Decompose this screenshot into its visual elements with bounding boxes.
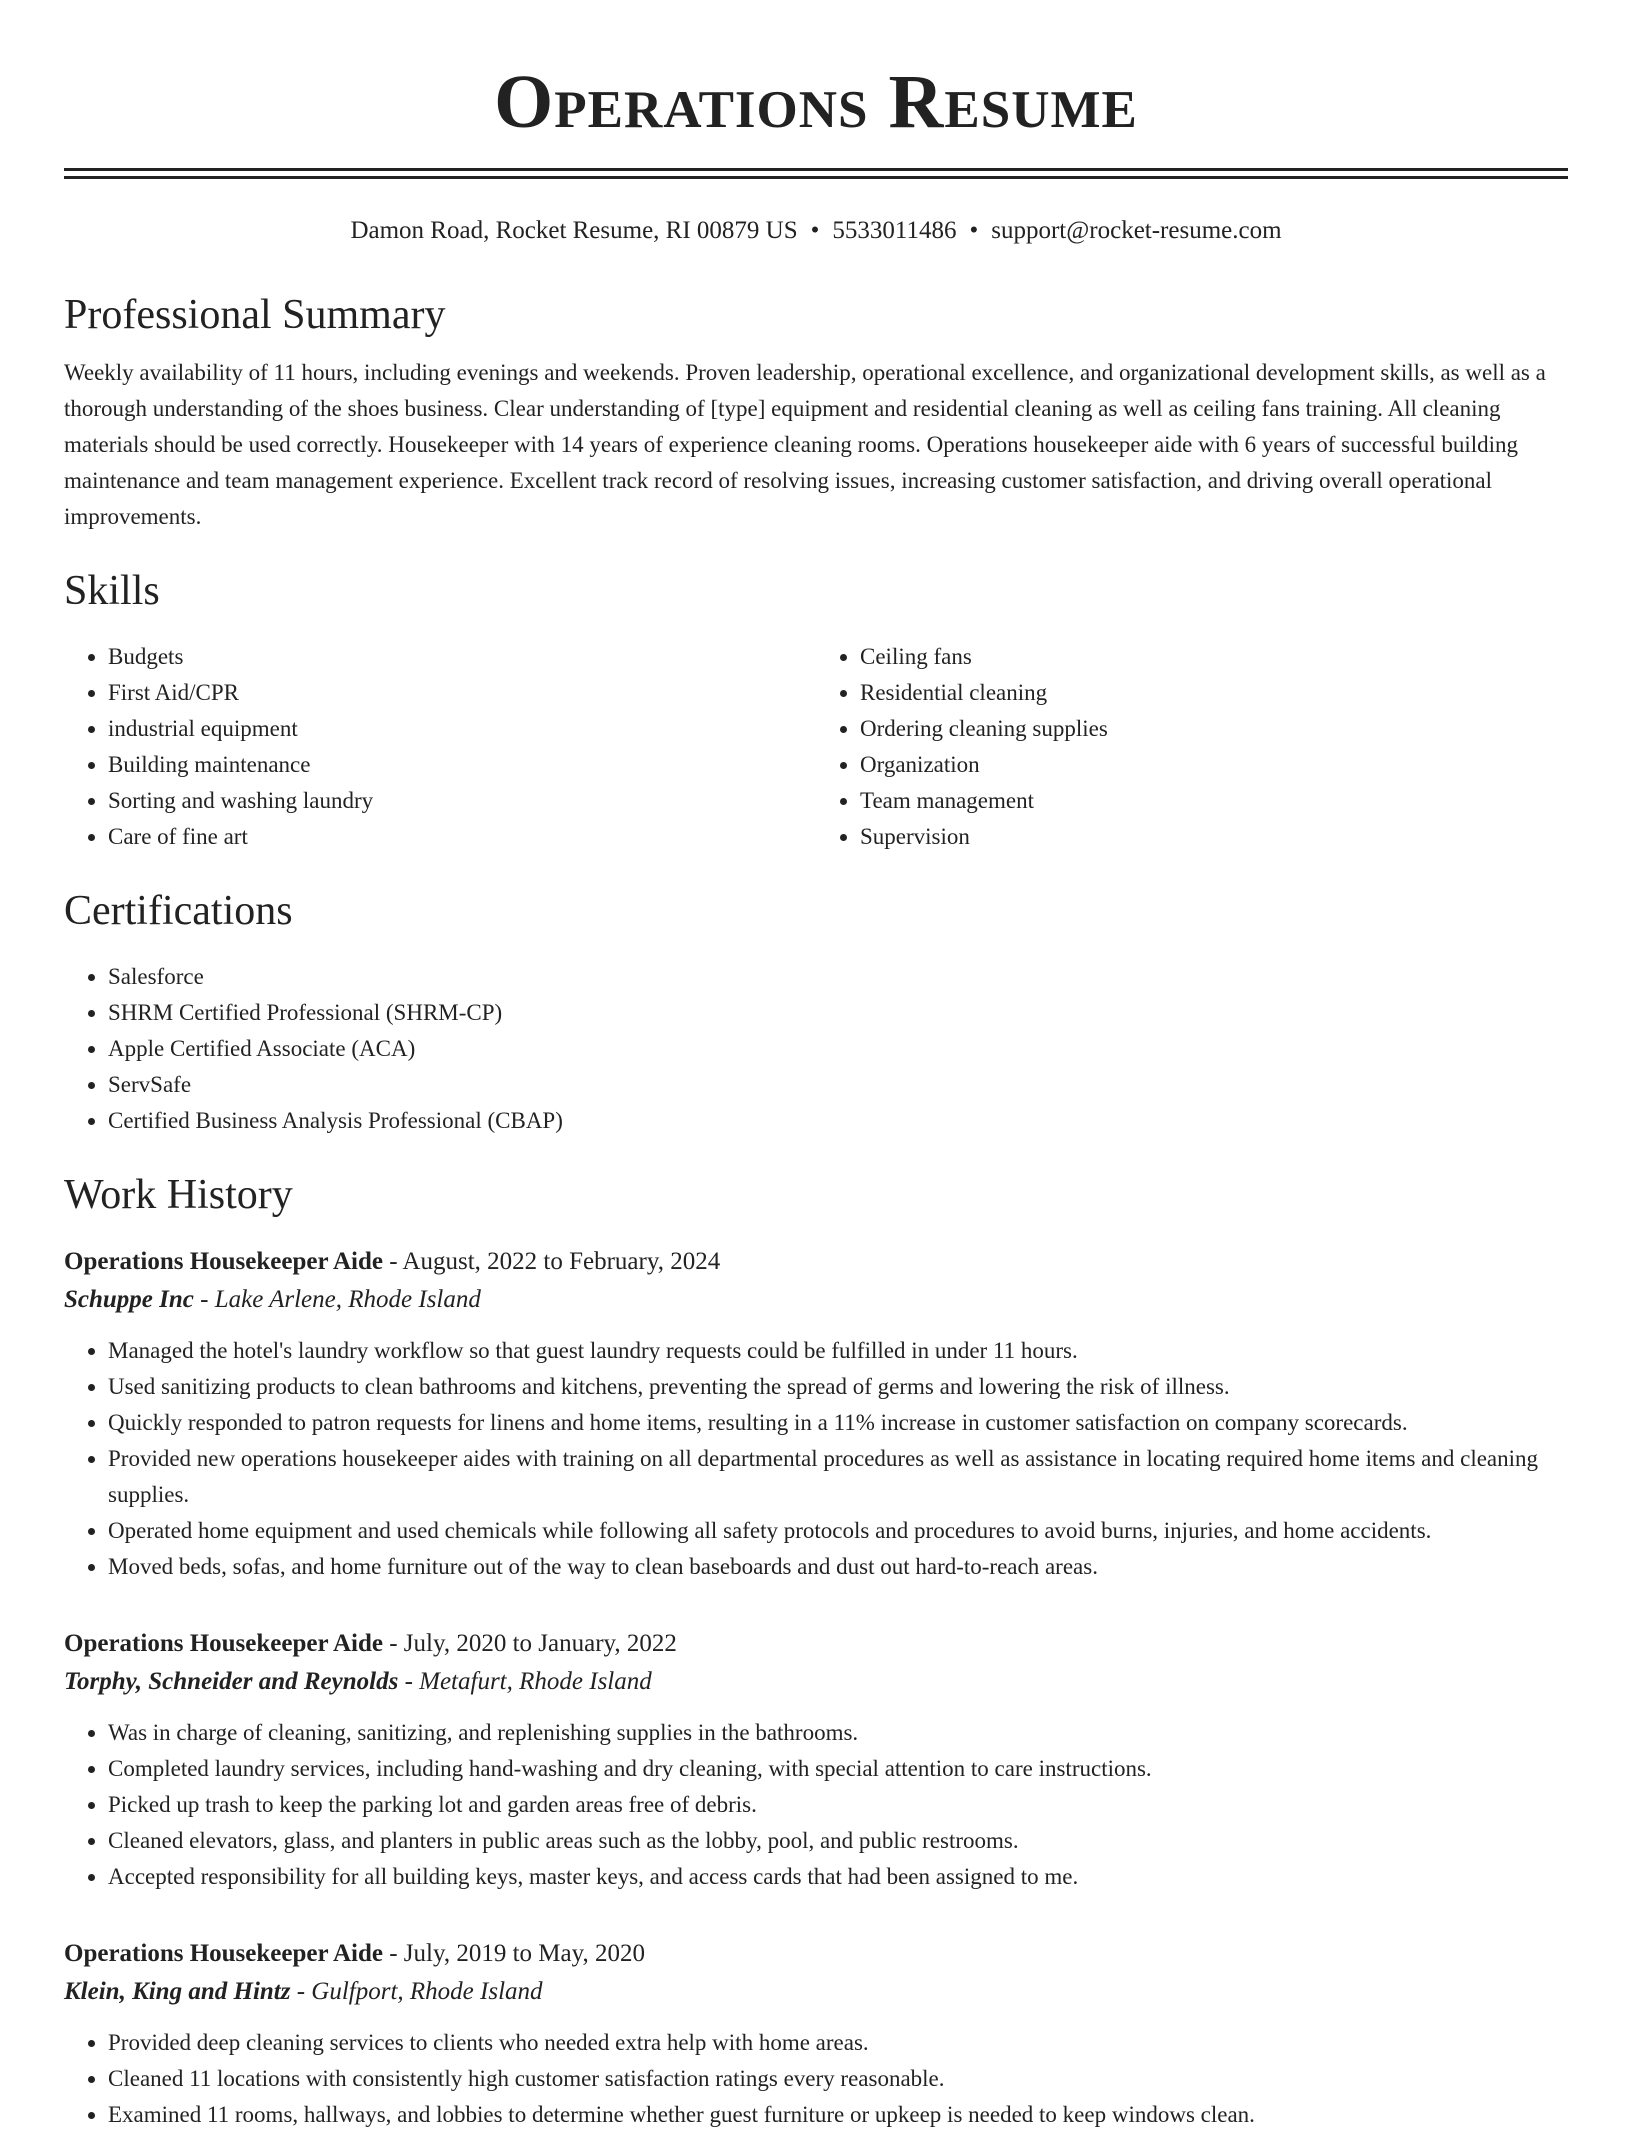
contact-separator: • bbox=[969, 217, 979, 244]
certification-item: • Salesforce bbox=[108, 959, 1568, 995]
skill-item: • Budgets bbox=[108, 639, 816, 675]
job-entry bbox=[64, 1935, 1568, 2133]
contact-separator: • bbox=[810, 217, 820, 244]
summary-heading: Professional Summary bbox=[64, 292, 446, 338]
job-bullet: • Provided new operations housekeeper aides with training on all departmental procedures as well as assistance in locating required home items and cleaning supplies. bbox=[108, 1441, 1568, 1513]
job-entry bbox=[64, 1625, 1568, 1895]
company-location: - Lake Arlene, Rhode Island bbox=[193, 1286, 481, 1313]
skill-item: • Residential cleaning bbox=[860, 675, 1568, 711]
skills-columns bbox=[64, 639, 1568, 855]
job-title-line bbox=[64, 1935, 1568, 1973]
job-dates: - July, 2020 to January, 2022 bbox=[382, 1630, 677, 1657]
job-title-line bbox=[64, 1625, 1568, 1663]
certification-item: • ServSafe bbox=[108, 1067, 1568, 1103]
job-bullets bbox=[64, 1715, 1568, 1895]
job-bullet: • Operated home equipment and used chemicals while following all safety protocols and procedures to avoid burns, injuries, and home accidents. bbox=[108, 1513, 1568, 1549]
certification-item: • Apple Certified Associate (ACA) bbox=[108, 1031, 1568, 1067]
certification-item: • SHRM Certified Professional (SHRM-CP) bbox=[108, 995, 1568, 1031]
title-double-rule bbox=[64, 168, 1568, 179]
job-bullet: • Picked up trash to keep the parking lot and garden areas free of debris. bbox=[108, 1787, 1568, 1823]
contact-line bbox=[64, 215, 1568, 247]
skills-heading: Skills bbox=[64, 568, 160, 614]
skill-item: • Team management bbox=[860, 783, 1568, 819]
skill-item: • Sorting and washing laundry bbox=[108, 783, 816, 819]
certifications-heading: Certifications bbox=[64, 888, 293, 934]
skills-list-left bbox=[64, 639, 816, 855]
job-bullet: • Used sanitizing products to clean bathrooms and kitchens, preventing the spread of germs and lowering the risk of illness. bbox=[108, 1369, 1568, 1405]
skills-section bbox=[64, 565, 1568, 855]
company-line bbox=[64, 1663, 1568, 1701]
skill-item: • Supervision bbox=[860, 819, 1568, 855]
summary-text: Weekly availability of 11 hours, including evenings and weekends. Proven leadership, operational excellence, and organizational development skills, as well as a thorough understanding of the shoes business. Clear understanding of [type] equipment and residential cleaning as well as ceiling fans training. All cleaning materials should be used correctly. Housekeeper with 14 years of experience cleaning rooms. Operations housekeeper aide with 6 years of successful building maintenance and team management experience. Excellent track record of resolving issues, increasing customer satisfaction, and driving overall operational improvements. bbox=[64, 360, 1546, 529]
job-bullet: • Quickly responded to patron requests for linens and home items, resulting in a 11% increase in customer satisfaction on company scorecards. bbox=[108, 1405, 1568, 1441]
job-bullets bbox=[64, 1333, 1568, 1585]
resume-title: Operations Resume bbox=[494, 60, 1138, 144]
company-line bbox=[64, 1281, 1568, 1319]
job-title: Operations Housekeeper Aide bbox=[64, 1248, 383, 1275]
company-location: - Gulfport, Rhode Island bbox=[290, 1978, 543, 2005]
company-name: Torphy, Schneider and Reynolds bbox=[64, 1668, 399, 1695]
summary-section bbox=[64, 289, 1568, 535]
company-name: Schuppe Inc bbox=[64, 1286, 194, 1313]
skill-item: • industrial equipment bbox=[108, 711, 816, 747]
contact-address: Damon Road, Rocket Resume, RI 00879 US bbox=[350, 217, 798, 244]
job-bullet: • Was in charge of cleaning, sanitizing, and replenishing supplies in the bathrooms. bbox=[108, 1715, 1568, 1751]
certification-item: • Certified Business Analysis Professional (CBAP) bbox=[108, 1103, 1568, 1139]
work-history-section bbox=[64, 1169, 1568, 2133]
job-bullet: • Examined 11 rooms, hallways, and lobbies to determine whether guest furniture or upkeep is needed to keep windows clean. bbox=[108, 2097, 1568, 2133]
job-bullet: • Provided deep cleaning services to clients who needed extra help with home areas. bbox=[108, 2025, 1568, 2061]
job-title: Operations Housekeeper Aide bbox=[64, 1630, 383, 1657]
job-bullet: • Accepted responsibility for all building keys, master keys, and access cards that had been assigned to me. bbox=[108, 1859, 1568, 1895]
skill-item: • Care of fine art bbox=[108, 819, 816, 855]
company-location: - Metafurt, Rhode Island bbox=[398, 1668, 652, 1695]
skill-item: • Organization bbox=[860, 747, 1568, 783]
certifications-list bbox=[64, 959, 1568, 1139]
job-dates: - July, 2019 to May, 2020 bbox=[382, 1940, 646, 1967]
certifications-section bbox=[64, 885, 1568, 1139]
job-bullet: • Moved beds, sofas, and home furniture out of the way to clean baseboards and dust out hard-to-reach areas. bbox=[108, 1549, 1568, 1585]
skill-item: • First Aid/CPR bbox=[108, 675, 816, 711]
skills-list-right bbox=[816, 639, 1568, 855]
job-title: Operations Housekeeper Aide bbox=[64, 1940, 383, 1967]
contact-email: support@rocket-resume.com bbox=[991, 217, 1282, 244]
job-dates: - August, 2022 to February, 2024 bbox=[382, 1248, 721, 1275]
job-bullet: • Cleaned 11 locations with consistently high customer satisfaction ratings every reasonable. bbox=[108, 2061, 1568, 2097]
job-bullet: • Cleaned elevators, glass, and planters in public areas such as the lobby, pool, and public restrooms. bbox=[108, 1823, 1568, 1859]
job-bullet: • Completed laundry services, including hand-washing and dry cleaning, with special attention to care instructions. bbox=[108, 1751, 1568, 1787]
job-title-line bbox=[64, 1243, 1568, 1281]
job-bullet: • Managed the hotel's laundry workflow so that guest laundry requests could be fulfilled in under 11 hours. bbox=[108, 1333, 1568, 1369]
skill-item: • Building maintenance bbox=[108, 747, 816, 783]
contact-phone: 5533011486 bbox=[832, 217, 957, 244]
job-entry bbox=[64, 1243, 1568, 1585]
work-history-heading: Work History bbox=[64, 1172, 293, 1218]
company-name: Klein, King and Hintz bbox=[64, 1978, 291, 2005]
skill-item: • Ceiling fans bbox=[860, 639, 1568, 675]
job-bullets bbox=[64, 2025, 1568, 2133]
skill-item: • Ordering cleaning supplies bbox=[860, 711, 1568, 747]
company-line bbox=[64, 1973, 1568, 2011]
